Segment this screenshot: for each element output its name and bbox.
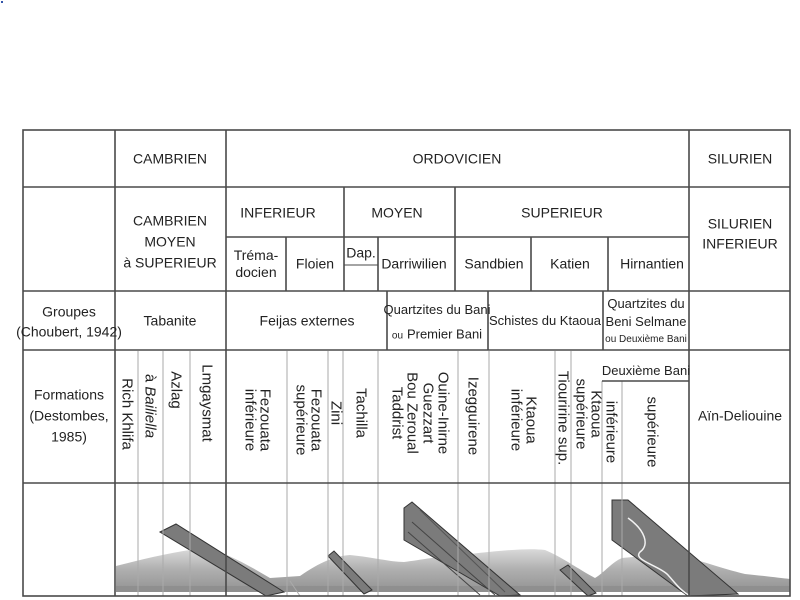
group-bani-line2 xyxy=(392,326,482,343)
stage-floien: Floien xyxy=(295,255,335,272)
stage-dap: Dap. xyxy=(346,244,376,261)
group-tabanite: Tabanite xyxy=(143,312,197,329)
groups-label: Groupes (Choubert, 1942) xyxy=(16,303,122,340)
group-bani-premier: Premier Bani xyxy=(406,326,483,342)
group-selmane-line2: Beni Selmane xyxy=(605,314,687,330)
formation-rich-khlifa: Rich Khlifa xyxy=(118,378,136,450)
group-ktaoua: Schistes du Ktaoua xyxy=(488,313,602,329)
epoch-inferieur: INFERIEUR xyxy=(240,204,316,221)
formation-bailiella-prefix: à xyxy=(141,373,159,387)
formation-zini: Zini xyxy=(327,400,345,426)
formation-deuxieme-bani-superieure: supérieure xyxy=(643,396,661,468)
formation-izegguirene: Izegguirene xyxy=(464,376,482,456)
period-ordovicien: ORDOVICIEN xyxy=(412,150,502,167)
formation-bailiella xyxy=(142,374,157,438)
formation-ktaoua-inferieure: Ktaoua inférieure xyxy=(507,388,540,452)
group-selmane-line1: Quartzites du xyxy=(607,296,685,312)
formation-lmgaysmat: Lmgaysmat xyxy=(198,364,216,442)
epoch-silurien: SILURIEN INFERIEUR xyxy=(702,215,778,252)
period-cambrien: CAMBRIEN xyxy=(133,150,207,167)
stage-sandbien: Sandbien xyxy=(464,255,524,272)
formation-tiouririne: Tiouririne sup. xyxy=(554,370,572,466)
group-bani-ou: ou xyxy=(391,330,404,342)
stage-tremadocien: Tréma- docien xyxy=(233,247,279,280)
stage-katien: Katien xyxy=(550,255,590,272)
group-feijas: Feijas externes xyxy=(259,312,355,329)
period-silurien: SILURIEN xyxy=(707,150,773,167)
formation-tachilla: Tachilla xyxy=(352,387,370,439)
formation-bailiella-name: Bailiella xyxy=(141,386,159,439)
epoch-superieur: SUPERIEUR xyxy=(521,204,603,221)
formation-deuxieme-bani-inferieure: inférieure xyxy=(602,400,620,464)
formation-fezouata-superieure: Fezouata supérieure xyxy=(292,384,325,456)
formation-deuxieme-bani: Deuxième Bani xyxy=(601,363,691,379)
formations-label: Formations (Destombes, 1985) xyxy=(29,386,109,445)
formation-azlag: Azlag xyxy=(167,371,185,409)
stage-hirnantien: Hirnantien xyxy=(620,255,684,272)
formation-ouine-inirne: Ouine-Inirne Guezzart Bou Zeroual Taddrist xyxy=(388,371,452,455)
epoch-cambrien: CAMBRIEN MOYEN à SUPERIEUR xyxy=(123,212,217,271)
formation-fezouata-inferieure: Fezouata inférieure xyxy=(241,388,274,452)
group-selmane-line3: ou Deuxième Bani xyxy=(605,334,687,345)
formation-ain-deliouine: Aïn-Deliouine xyxy=(697,407,783,424)
stage-darriwilien: Darriwilien xyxy=(381,255,447,272)
epoch-moyen: MOYEN xyxy=(371,204,423,221)
group-bani-line1: Quartzites du Bani xyxy=(383,302,491,318)
formation-ktaoua-superieure: Ktaoua supérieure xyxy=(572,378,605,450)
